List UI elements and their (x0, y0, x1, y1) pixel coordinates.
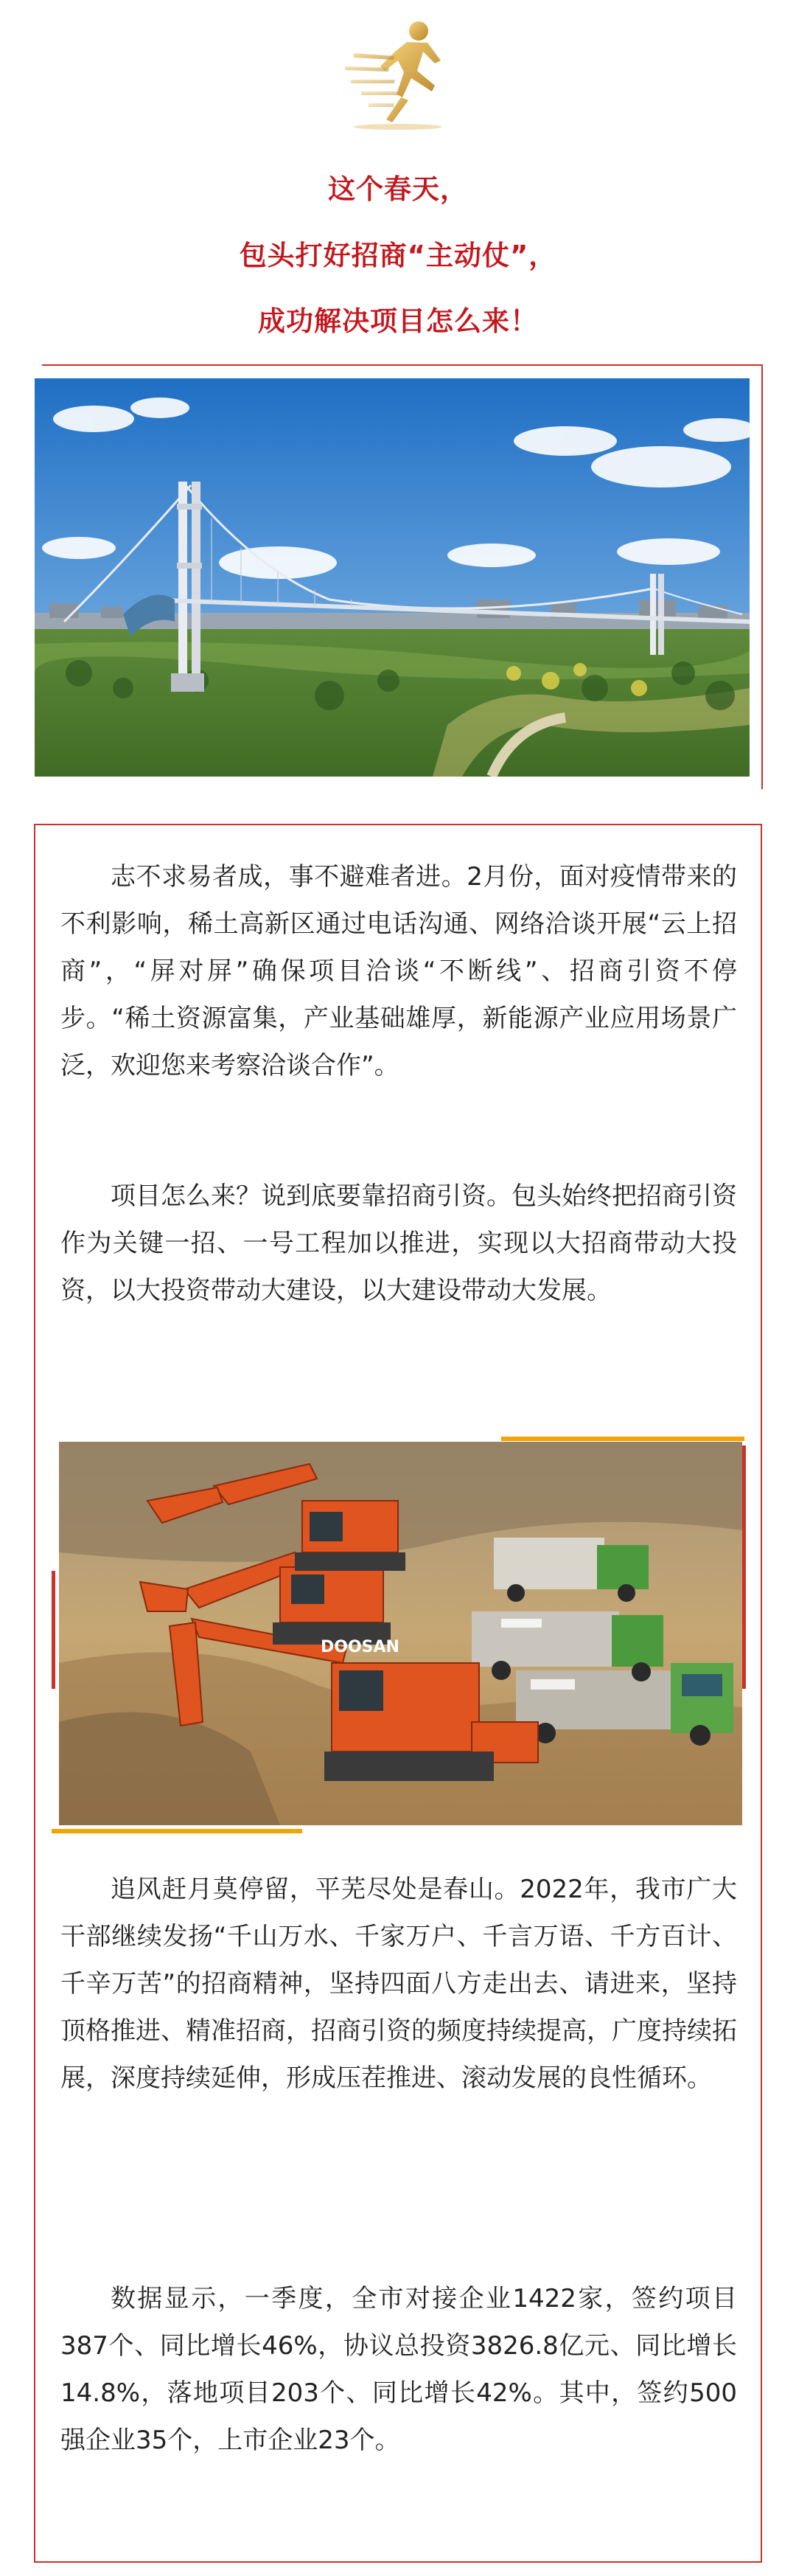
excavator-brand-label: DOOSAN (321, 1638, 399, 1656)
accent-bar (501, 1437, 744, 1441)
headline-line-2: 包头打好招商“主动仗”， (239, 240, 557, 271)
running-man-icon (324, 9, 472, 134)
accent-bar (742, 1445, 746, 1689)
paragraph-1: 志不求易者成，事不避难者进。2月份，面对疫情带来的不利影响，稀土高新区通过电话沟通、网络洽谈开展“云上招商”，“屏对屏”确保项目洽谈“不断线”、招商引资不停步。“稀土资源富集，产业基础雄厚，新能源产业应用场景广泛，欢迎您来考察洽谈合作”。 (60, 862, 737, 1080)
paragraph-2: 项目怎么来？说到底要靠招商引资。包头始终把招商引资作为关键一招、一号工程加以推进，实现以大招商带动大投资，以大投资带动大建设，以大建设带动大发展。 (60, 1181, 737, 1305)
accent-bar (52, 1571, 55, 1689)
suspension-bridge-park-photo (35, 378, 750, 777)
paragraph-3: 追风赶月莫停留，平芜尽处是春山。2022年，我市广大干部继续发扬“千山万水、千家万户、千言万语、千方百计、千辛万苦”的招商精神，坚持四面八方走出去、请进来，坚持顶格推进、精准招商，招商引资的频度持续提高，广度持续拓展，深度持续延伸，形成压茬推进、滚动发展的良性循环。 (60, 1875, 737, 2093)
excavators-construction-site-photo (59, 1442, 742, 1825)
headline-line-1: 这个春天， (328, 173, 468, 205)
paragraph-4: 数据显示，一季度，全市对接企业1422家，签约项目387个、同比增长46%，协议总投资3826.8亿元、同比增长14.8%，落地项目203个、同比增长42%。其中，签约500强企业35个，上市企业23个。 (60, 2284, 737, 2455)
headline-line-3: 成功解决项目怎么来！ (258, 305, 538, 337)
accent-bar (52, 1829, 302, 1833)
